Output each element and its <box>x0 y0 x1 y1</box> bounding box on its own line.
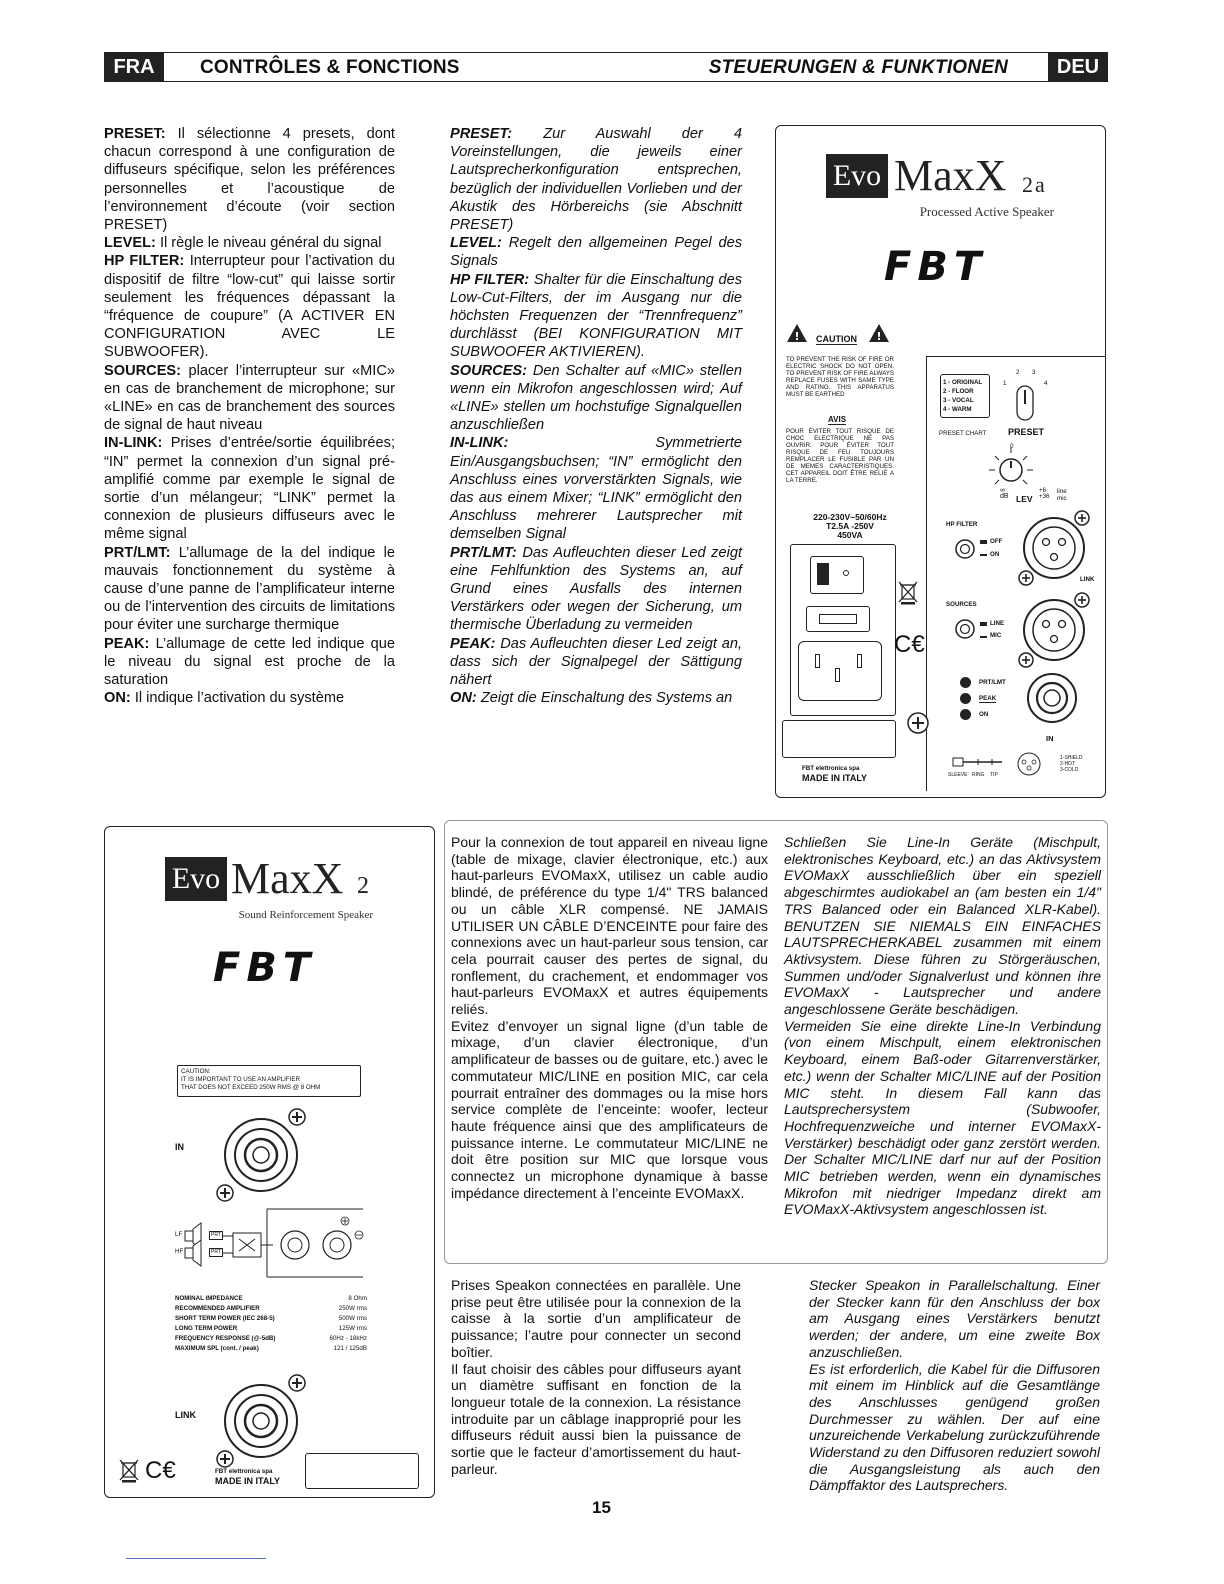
in-xlr-connector[interactable] <box>1012 588 1096 672</box>
line-state-mark <box>980 622 987 626</box>
de-connection-para-1: Schließen Sie Line-In Geräte (Mischpult, elektronisches Keyboard, etc.) an das Aktivsystem EVOMaxX ausschließlich über ein speziell abgeschirmtes audiokabel an (am besten ein 1/4" TRS Balanced oder ein Balanced XLR-Kabel). BENUTZEN SIE NIEMALS EIN EINFACHES LAUTSPRECHERKABEL zusammen mit einem Aktivsystem. Diese führen zu Störgeräuschen, Summen und/oder Signalverlust und können ihre EVOMaxX - Lautsprecher und andere angeschlossene Geräte beschädigen. <box>784 834 1101 1018</box>
in-label: IN <box>1046 734 1054 743</box>
hp-off-label: OFF <box>990 538 1003 545</box>
serial-label-box-passive <box>305 1453 419 1489</box>
de-connection-text <box>784 834 1101 1218</box>
lf-label: LF <box>175 1231 183 1238</box>
preset-num-1: 1 <box>1003 380 1007 387</box>
svg-text:!: ! <box>794 330 800 343</box>
caution-title: CAUTION <box>816 334 857 344</box>
fr-item-sources: SOURCES: placer l’interrupteur sur «MIC» en cas de branchement de microphone; sur «LINE» en cas de branchement des sources de signal de haut niveau <box>104 362 395 434</box>
de-item-sources: SOURCES: Den Schalter auf «MIC» stellen wenn ein Mikrofon angeschlossen wird; Auf «LINE» stellen um hochstufige Signalquellen anzuschließen <box>450 362 742 434</box>
spec-val-2: 500W rms <box>338 1315 367 1322</box>
title-german: STEUERUNGEN & FUNKTIONEN <box>708 57 1008 78</box>
fr-connection-para-2: Evitez d’envoyer un signal ligne (d’un table de mixage, d’un clavier électronique, d’un amplificateur de basses ou de guitare, etc.) avec le commutateur MIC/LINE en position MIC, car cela pourrait entraîner des dommages ou la mise hors service complète de l’enceinte: woofer, lecteur haute fréquence ainsi que des amplificateurs de puissance interne. Le commutateur MIC/LINE ne doit être position sur MIC que lorsque vous connectez un microphone dynamique à basse impédance directement à l’enceinte EVOMaxX. <box>451 1017 768 1201</box>
spec-key-4: FREQUENCY RESPONSE (@-5dB) <box>175 1335 276 1342</box>
on-led-label: ON <box>979 711 989 718</box>
de-item-in-link: IN-LINK: Symmetrierte Ein/Ausgangsbuchsen; “IN” ermöglicht den Anschluss eines vorverstärkten Signals, wie das aus einem Mixer; “LINK” ermöglicht den Anschluss mehrerer Lautsprecher mit demselben Signal <box>450 435 742 543</box>
xlr-shield-label: 1-SHIELD <box>1060 755 1083 761</box>
maxx-logo: MaxX <box>894 151 1007 200</box>
sources-label: SOURCES <box>946 601 977 608</box>
fbt-brand-logo-passive: FBT <box>213 945 317 991</box>
spec-val-0: 8 Ohm <box>348 1295 367 1302</box>
lev-label: LEV <box>1016 494 1033 504</box>
spec-val-4: 60Hz - 18kHz <box>329 1335 367 1342</box>
preset-num-3: 3 <box>1032 369 1036 376</box>
fr-speakon-text <box>451 1277 741 1477</box>
model-label-passive: 2 <box>357 873 369 899</box>
de-item-prt-lmt: PRT/LMT: Das Aufleuchten dieser Led zeigt eine Fehlfunktion des Systems an, auf Grund eines Ausfalls des internen Verstärkers oder wegen der Sicherung, um thermische Überladung zu vermeiden <box>450 544 742 634</box>
preset-num-4: 4 <box>1044 380 1048 387</box>
preset-chart-item-3: 3 - VOCAL <box>943 397 974 404</box>
preset-chart-label: PRESET CHART <box>939 430 987 437</box>
fr-speakon-para-1: Prises Speakon connectées en parallèle. Une prise peut être utilisée pour la connexion de la caisse à la sortie d’un amplificateur de puissance; l’autre pour connecter un second boîtier. <box>451 1277 741 1360</box>
de-item-on: ON: Zeigt die Einschaltung des Systems an <box>450 690 733 707</box>
made-in-label-passive: MADE IN ITALY <box>215 1476 281 1486</box>
evo-logo-box: Evo <box>826 154 888 198</box>
hp-filter-label: HP FILTER <box>946 521 978 528</box>
amp-caution-line-3: THAT DOES NOT EXCEED 250W RMS @ 8 OHM <box>181 1084 321 1091</box>
weee-bin-icon-passive <box>119 1459 139 1483</box>
fr-connection-text <box>451 834 768 1201</box>
peak-led <box>960 693 971 704</box>
ce-mark: C​€ <box>894 631 925 658</box>
fr-item-preset: PRESET: Il sélectionne 4 presets, dont chacun correspond à une configuration de diffuseurs spécifique, selon les préférences personnelles et l’acoustique de l’environnement d’écoute (voir section PRESET) <box>104 126 395 234</box>
ce-mark-passive: C​€ <box>145 1457 176 1484</box>
fr-item-level: LEVEL: Il règle le niveau général du signal <box>104 235 382 252</box>
jack-tip-label: TIP <box>990 772 998 778</box>
sources-button[interactable] <box>954 618 976 640</box>
fuse-holder[interactable] <box>806 606 870 632</box>
lf-prt-label: PRT <box>211 1232 221 1238</box>
fr-item-in-link: IN-LINK: Prises d’entrée/sortie équilibrées; “IN” permet la connexion d’un signal pré-amplifié comme par exemple le signal de sortie d’un mélangeur; “LINK” permet la connexion de plusieurs diffuseurs avec le même signal <box>104 435 395 543</box>
fuse-rating: T2.5A -250V <box>826 521 874 531</box>
de-item-peak: PEAK: Das Aufleuchten dieser Led zeigt an, dass sich der Signalpegel der Sättigung nähert <box>450 635 742 689</box>
power-switch[interactable] <box>810 556 864 594</box>
spec-key-1: RECOMMENDED AMPLIFIER <box>175 1305 260 1312</box>
avis-title: AVIS <box>828 415 847 424</box>
page-number: 15 <box>592 1498 611 1517</box>
warning-triangle-icon <box>786 323 808 343</box>
spec-val-3: 125W rms <box>338 1325 367 1332</box>
hp-on-label: ON <box>990 551 1000 558</box>
amp-caution-line-2: IT IS IMPORTANT TO USE AN AMPLIFIER <box>181 1076 300 1083</box>
weee-bin-icon <box>898 581 918 605</box>
fr-item-peak: PEAK: L’allumage de cette led indique que le niveau du signal est proche de la saturation <box>104 635 395 689</box>
preset-chart-item-2: 2 - FLOOR <box>943 388 974 395</box>
preset-label: PRESET <box>1008 427 1045 437</box>
fr-speakon-para-2: Il faut choisir des câbles pour diffuseurs ayant un diamètre suffisant en fonction de la longueur totale de la connexion. La résistance introduite par un câblage inapproprié pour les diffuseurs réduit aussi bien la puissance de sortie que le facteur d’amortissement du haut-parleur. <box>451 1360 741 1477</box>
passive-subtitle: Sound Reinforcement Speaker <box>238 909 373 921</box>
fr-controls-column <box>104 125 395 708</box>
de-item-preset: PRESET: Zur Auswahl der 4 Voreinstellungen, die jeweils einer Lautsprecherkonfiguration entsprechen, bezüglich der individuellen Vorlieben und der Akustik des Hörbereichs (sie Abschnitt PRESET) <box>450 126 742 234</box>
speakon-in-label: IN <box>175 1142 184 1152</box>
maxx-logo-passive: MaxX <box>231 854 344 903</box>
jack-ring-label: RING <box>972 772 985 778</box>
page-header <box>104 52 1108 82</box>
line-label: LINE <box>990 620 1005 627</box>
fr-item-hp-filter: HP FILTER: Interrupteur pour l’activation du dispositif de filtre “low-cut” qui laisse sortir seulement les fréquences dépassant la “fréquence de coupure” (A ACTIVER EN CONFIGURATION AVEC LE SUBWOOFER). <box>104 253 395 361</box>
caution-text: TO PREVENT THE RISK OF FIRE OR ELECTRIC SHOCK DO NOT OPEN. TO PREVENT RISK OF FIRE ALWAYS REPLACE FUSES WITH SAME TYPE AND RATING. THIS APPARATUS MUST BE EARTHED <box>786 356 894 398</box>
title-french: CONTRÔLES & FONCTIONS <box>200 57 460 78</box>
hf-label: HF <box>175 1248 184 1255</box>
peak-label: PEAK <box>979 695 997 702</box>
lang-badge-fra: FRA <box>104 52 164 82</box>
on-led <box>960 709 971 720</box>
lev-zero-label: 0 <box>1010 443 1014 450</box>
lev-max-label: +6 +36 <box>1039 487 1050 500</box>
active-rear-panel <box>775 125 1106 798</box>
spec-key-2: SHORT TERM POWER (IEC 268-5) <box>175 1315 275 1322</box>
speakon-link-label: LINK <box>175 1410 196 1420</box>
va-rating: 450VA <box>837 530 863 540</box>
power-switch-rocker <box>817 563 829 585</box>
de-speakon-para-1: Stecker Speakon in Parallelschaltung. Einer der Stecker kann für den Anschluss der box am Ausgang eines Verstärkers benutzt werden; der andere, um eine zweite Box anzuschließen. <box>809 1277 1100 1360</box>
xlr-hot-label: 2-HOT <box>1060 761 1075 767</box>
maker-label: FBT elettronica spa <box>802 765 860 772</box>
hf-prt-label: PRT <box>211 1249 221 1255</box>
lev-mic-label: mic <box>1057 495 1067 502</box>
jack-input-connector[interactable] <box>1020 666 1084 730</box>
spec-val-5: 121 / 125dB <box>333 1345 367 1352</box>
xlr-pinout-icon <box>1016 751 1042 777</box>
fuse-icon <box>819 614 857 624</box>
de-controls-column <box>450 125 742 708</box>
made-in-label: MADE IN ITALY <box>802 773 868 783</box>
fr-connection-para-1: Pour la connexion de tout appareil en niveau ligne (table de mixage, clavier électronique, etc.) aux haut-parleurs EVOMaxX, utilisez un cable audio blindé, de préférence du type 1/4" TRS balanced ou un câble XLR compensé. NE JAMAIS UTILISER UN CÂBLE D’ENCEINTE pour faire des connexions avec un haut-parleur sous tension, car cela pourrait causer des pertes de signal, du ronflement, du crachement, et endommager vos haut-parleurs EVOMaxX et autres équipements reliés. <box>451 834 768 1018</box>
xlr-cold-label: 3-COLD <box>1060 767 1079 773</box>
passive-rear-panel <box>104 826 435 1498</box>
footer-link-line <box>126 1558 266 1559</box>
avis-text: POUR ÉVITER TOUT RISQUE DE CHOC ELECTRIQUE NE PAS OUVRIR. POUR ÉVITER TOUT RISQUE DE FEU TOUJOURS REMPLACER LE FUSIBLE PAR UN DE MEMES CARACTERISTIQUES. CET APPAREIL DOIT ÊTRE RELIÉ A LA TERRE. <box>786 428 894 484</box>
link-label: LINK <box>1080 576 1095 583</box>
spec-val-1: 250W rms <box>338 1305 367 1312</box>
spec-key-5: MAXIMUM SPL (cont. / peak) <box>175 1345 259 1352</box>
amp-caution-line-1: CAUTION: <box>181 1068 211 1075</box>
prt-lmt-label: PRT/LMT <box>979 679 1006 686</box>
fr-item-prt-lmt: PRT/LMT: L’allumage de la del indique le mauvais fonctionnement du système à cause d’une panne de l’amplificateur interne ou de l’intervention des circuits de limitations pour éviter une surcharge thermique <box>104 544 395 634</box>
fbt-brand-logo: FBT <box>884 244 988 290</box>
panel-subtitle: Processed Active Speaker <box>919 204 1054 219</box>
lev-min-label: ∞ dB <box>1000 487 1009 500</box>
lang-badge-deu: DEU <box>1048 52 1108 82</box>
de-speakon-text <box>809 1277 1100 1494</box>
on-state-mark <box>980 554 987 556</box>
de-item-hp-filter: HP FILTER: Shalter für die Einschaltung des Low-Cut-Filters, der im Ausgang nur die höchsten Frequenzen der “Trennfrequenz” durchlässt (BEI KONFIGURATION MIT SUBWOOFER AKTIVIEREN). <box>450 271 742 361</box>
mic-label: MIC <box>990 632 1002 639</box>
crossover-schematic <box>183 1207 373 1283</box>
lev-line-label: line <box>1057 488 1067 495</box>
evo-logo-box-passive: Evo <box>165 857 227 901</box>
de-speakon-para-2: Es ist erforderlich, die Kabel für die Diffusoren mit einem im Hinblick auf die Gesamtlänge des Anschlusses genügend großen Durchmesser zu wählen. Der auf eine unzureichende Verkabelung zurückzuführende Widerstand zu den Diffusoren reduziert sowohl die Ausgangsleistung als auch den Dämpffaktor des Lautsprechers. <box>809 1360 1100 1494</box>
divider-line-top <box>926 356 1106 357</box>
iec-inlet[interactable] <box>798 641 882 701</box>
maker-label-passive: FBT elettronica spa <box>215 1468 273 1475</box>
jack-sleeve-label: SLEEVE <box>948 772 968 778</box>
warning-triangle-icon-2 <box>868 323 890 343</box>
de-connection-para-2: Vermeiden Sie eine direkte Line-In Verbindung (von einem Mischpult, einem elektronischen Keyboard, einem Baß-oder Gitarrenverstärker, etc.) wenn der Schalter MIC/LINE auf der Position MIC steht. In diesem Fall kann das Lautsprechersystem (Subwoofer, Hochfrequenzweiche und interner EVOMaxX-Verstärker) beschädigt oder ganz zerstört werden. Der Schalter MIC/LINE darf nur auf der Position MIC betrieben werden, wenn ein dynamisches Mikrofon mit niedriger Impedanz direkt am EVOMaxX-Aktivsystem angeschlossen ist. <box>784 1017 1101 1218</box>
speakon-link-connector[interactable] <box>209 1367 313 1471</box>
mic-state-mark <box>980 636 987 638</box>
off-state-mark <box>980 540 987 544</box>
de-item-level: LEVEL: Regelt den allgemeinen Pegel des Signals <box>450 235 742 270</box>
iec-pin-earth <box>835 668 840 682</box>
model-label: 2a <box>1022 172 1047 197</box>
iec-pin-right <box>857 654 862 668</box>
iec-pin-left <box>815 654 820 668</box>
jack-plug-icon <box>952 754 1006 770</box>
preset-num-2: 2 <box>1016 369 1020 376</box>
preset-selector-knob[interactable] <box>1010 384 1040 424</box>
fr-item-on: ON: Il indique l’activation du système <box>104 690 345 707</box>
power-switch-off-mark <box>843 570 849 576</box>
preset-chart-item-4: 4 - WARM <box>943 406 972 413</box>
ground-screw-icon <box>906 711 930 735</box>
svg-text:!: ! <box>876 330 882 343</box>
power-rating: 220-230V~50/60Hz <box>813 512 887 522</box>
prt-lmt-led <box>960 677 971 688</box>
preset-chart-item-1: 1 - ORIGINAL <box>943 379 983 386</box>
spec-key-0: NOMINAL IMPEDANCE <box>175 1295 243 1302</box>
level-knob[interactable] <box>986 444 1036 494</box>
spec-key-3: LONG TERM POWER <box>175 1325 238 1332</box>
serial-label-box <box>782 720 896 758</box>
hp-filter-button[interactable] <box>954 538 976 560</box>
speakon-in-connector[interactable] <box>209 1101 313 1205</box>
